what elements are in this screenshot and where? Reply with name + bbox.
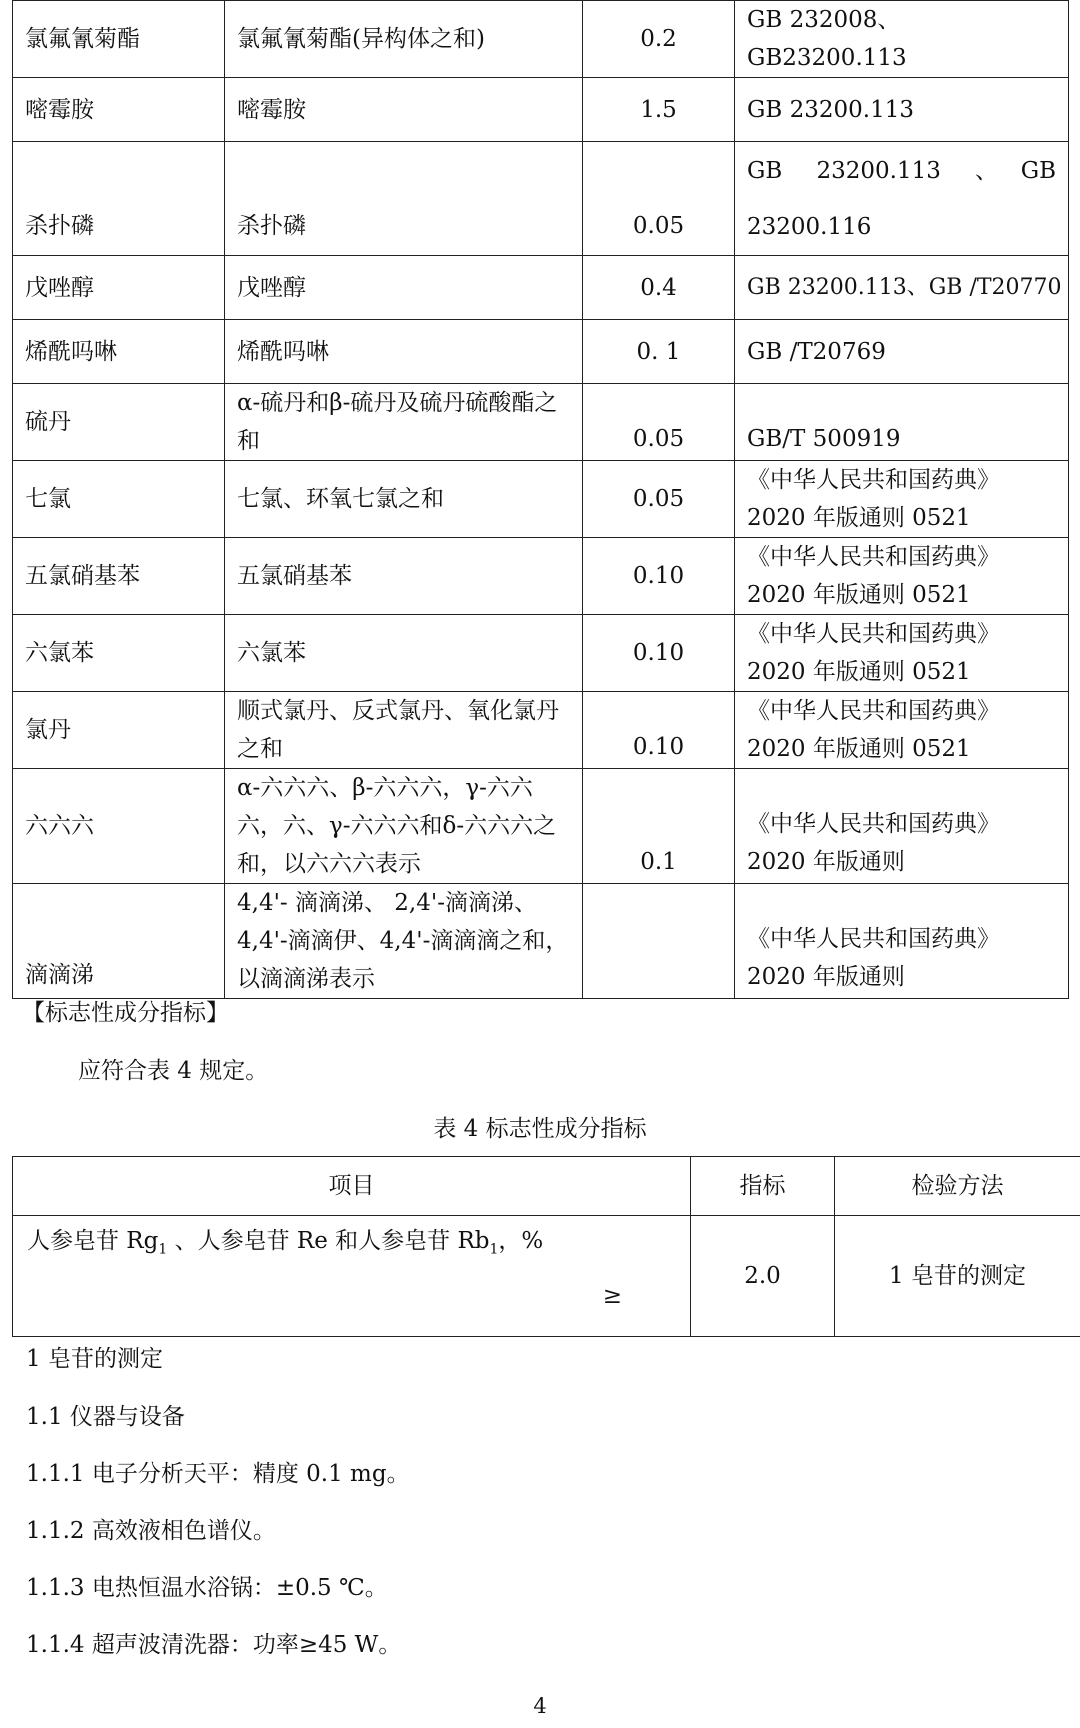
residue-expression: 嘧霉胺: [225, 78, 583, 142]
marker-component-table: [12, 1156, 1080, 1337]
table-row: [13, 538, 1069, 615]
pesticide-name: 六六六: [13, 769, 225, 884]
test-method: 《中华人民共和国药典》2020 年版通则 0521: [735, 692, 1069, 769]
residue-expression: α-硫丹和β-硫丹及硫丹硫酸酯之和: [225, 384, 583, 461]
residue-limit: 0.10: [583, 692, 735, 769]
test-method: 《中华人民共和国药典》2020 年版通则 0521: [735, 615, 1069, 692]
test-method: 《中华人民共和国药典》2020 年版通则 0521: [735, 538, 1069, 615]
section-item: 1.1.3 电热恒温水浴锅：±0.5 ℃。: [26, 1575, 388, 1601]
header-index: 指标: [691, 1157, 835, 1216]
residue-expression: 4,4'- 滴滴涕、 2,4'-滴滴涕、4,4'-滴滴伊、4,4'-滴滴滴之和，以滴滴涕表示: [225, 884, 583, 999]
table-row: [13, 461, 1069, 538]
test-method: GB /T20769: [735, 320, 1069, 384]
residue-limit: 1.5: [583, 78, 735, 142]
residue-expression: 顺式氯丹、反式氯丹、氧化氯丹之和: [225, 692, 583, 769]
residue-expression: 五氯硝基苯: [225, 538, 583, 615]
table-row: [13, 142, 1069, 256]
residue-limit: 0.05: [583, 461, 735, 538]
table-row: [13, 1216, 1080, 1337]
table-header-row: [13, 1157, 1080, 1216]
pesticide-name: 五氯硝基苯: [13, 538, 225, 615]
residue-limit: [583, 884, 735, 999]
residue-limit: 0.4: [583, 256, 735, 320]
table-row: [13, 256, 1069, 320]
test-method: 《中华人民共和国药典》2020 年版通则 0521: [735, 461, 1069, 538]
residue-limit: 0.2: [583, 1, 735, 78]
section-item: 1.1.2 高效液相色谱仪。: [26, 1518, 276, 1544]
test-method: GB 23200.113: [735, 78, 1069, 142]
table-row: [13, 384, 1069, 461]
table-row: [13, 769, 1069, 884]
test-method: GB 23200.113、GB /T20770: [735, 256, 1069, 320]
item-ge-symbol: ≥: [602, 1282, 622, 1309]
residue-limit: 0.1: [583, 769, 735, 884]
table4-caption: 表 4 标志性成分指标: [433, 1116, 647, 1142]
pesticide-name: 嘧霉胺: [13, 78, 225, 142]
pesticide-name: 烯酰吗啉: [13, 320, 225, 384]
residue-expression: 杀扑磷: [225, 142, 583, 256]
table-row: [13, 1, 1069, 78]
pesticide-name: 滴滴涕: [13, 884, 225, 999]
table-row: [13, 615, 1069, 692]
residue-expression: 烯酰吗啉: [225, 320, 583, 384]
test-method: GB 232008、GB23200.113: [735, 1, 1069, 78]
table-row: [13, 692, 1069, 769]
residue-expression: α-六六六、β-六六六，γ-六六六，六、γ-六六六和δ-六六六之和，以六六六表示: [225, 769, 583, 884]
residue-expression: 戊唑醇: [225, 256, 583, 320]
index-cell: 2.0: [691, 1216, 835, 1337]
residue-expression: 六氯苯: [225, 615, 583, 692]
residue-limit: 0.05: [583, 142, 735, 256]
item-text: 人参皂苷 $Rg_1$ 、人参皂苷 Re 和人参皂苷 $Rb_1$，%: [27, 1228, 544, 1258]
section-heading: 1 皂苷的测定: [26, 1346, 163, 1372]
pesticide-residue-table: [12, 0, 1069, 999]
table-row: [13, 320, 1069, 384]
section-heading: 1.1 仪器与设备: [26, 1404, 185, 1430]
residue-limit: 0. 1: [583, 320, 735, 384]
section-item: 1.1.4 超声波清洗器：功率≥45 W。: [26, 1632, 402, 1658]
residue-limit: 0.10: [583, 538, 735, 615]
pesticide-name: 杀扑磷: [13, 142, 225, 256]
item-cell: [13, 1216, 691, 1337]
test-method: 《中华人民共和国药典》2020 年版通则: [735, 769, 1069, 884]
pesticide-name: 戊唑醇: [13, 256, 225, 320]
section-title: 【标志性成分指标】: [22, 1000, 229, 1026]
page-number: 4: [533, 1694, 547, 1718]
residue-limit: 0.10: [583, 615, 735, 692]
residue-expression: 七氯、环氧七氯之和: [225, 461, 583, 538]
test-method: 《中华人民共和国药典》2020 年版通则: [735, 884, 1069, 999]
table-row: [13, 884, 1069, 999]
pesticide-name: 氯丹: [13, 692, 225, 769]
table-row: [13, 78, 1069, 142]
pesticide-name: 六氯苯: [13, 615, 225, 692]
test-method: GB 23200.113 、 GB 23200.116: [735, 142, 1069, 256]
header-method: 检验方法: [835, 1157, 1080, 1216]
residue-limit: 0.05: [583, 384, 735, 461]
residue-expression: 氯氟氰菊酯(异构体之和): [225, 1, 583, 78]
pesticide-name: 氯氟氰菊酯: [13, 1, 225, 78]
section-item: 1.1.1 电子分析天平：精度 0.1 mg。: [26, 1461, 410, 1487]
method-cell: 1 皂苷的测定: [835, 1216, 1080, 1337]
test-method: GB/T 500919: [735, 384, 1069, 461]
header-item: 项目: [13, 1157, 691, 1216]
pesticide-name: 七氯: [13, 461, 225, 538]
comply-text: 应符合表 4 规定。: [78, 1058, 269, 1084]
pesticide-name: 硫丹: [13, 384, 225, 461]
